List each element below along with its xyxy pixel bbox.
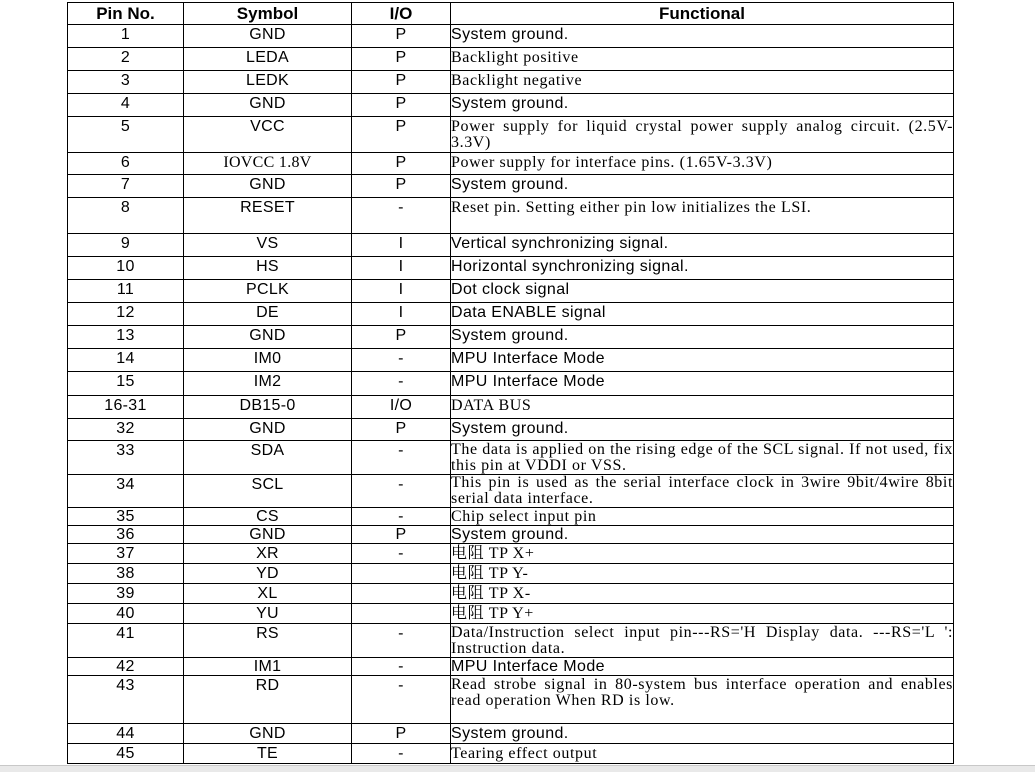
pin-number: 3 [68, 71, 184, 94]
pin-function: System ground. [451, 526, 954, 544]
pin-symbol: IM0 [184, 349, 352, 372]
pin-io: - [352, 658, 451, 676]
table-row [68, 624, 954, 658]
table-row [68, 564, 954, 584]
pin-number: 13 [68, 326, 184, 349]
table-row [68, 396, 954, 419]
pin-number: 7 [68, 175, 184, 198]
table-row [68, 326, 954, 349]
pin-io: P [352, 117, 451, 153]
table-row [68, 744, 954, 764]
pin-number: 11 [68, 280, 184, 303]
pin-io: I/O [352, 396, 451, 419]
pin-io: P [352, 153, 451, 175]
table-row [68, 25, 954, 48]
pin-function: Data ENABLE signal [451, 303, 954, 326]
pin-number: 12 [68, 303, 184, 326]
pin-symbol: IM2 [184, 372, 352, 396]
pin-symbol: VS [184, 234, 352, 257]
pin-io: - [352, 372, 451, 396]
pin-symbol: XL [184, 584, 352, 604]
pin-symbol: DE [184, 303, 352, 326]
pin-io [352, 584, 451, 604]
pin-symbol: XR [184, 544, 352, 564]
pin-symbol: LEDA [184, 48, 352, 71]
pin-function: 电阻 TP X- [451, 584, 954, 604]
pin-function: System ground. [451, 724, 954, 744]
pin-function: 电阻 TP X+ [451, 544, 954, 564]
pin-symbol: YU [184, 604, 352, 624]
pin-number: 34 [68, 475, 184, 508]
pin-io: P [352, 175, 451, 198]
pin-function: Power supply for interface pins. (1.65V-3.3V) [451, 153, 954, 175]
pin-number: 43 [68, 676, 184, 724]
pin-number: 6 [68, 153, 184, 175]
table-row [68, 584, 954, 604]
pin-number: 44 [68, 724, 184, 744]
pin-function: Backlight negative [451, 71, 954, 94]
pin-function: Horizontal synchronizing signal. [451, 257, 954, 280]
pin-symbol: GND [184, 526, 352, 544]
pin-io: P [352, 94, 451, 117]
pin-number: 9 [68, 234, 184, 257]
pin-io: I [352, 234, 451, 257]
pin-io: P [352, 25, 451, 48]
pin-function: Backlight positive [451, 48, 954, 71]
table-row [68, 658, 954, 676]
pin-number: 39 [68, 584, 184, 604]
table-row [68, 441, 954, 475]
pin-io: - [352, 441, 451, 475]
pin-function: System ground. [451, 25, 954, 48]
pin-function: Data/Instruction select input pin---RS='H Display data. ---RS='L ': Instruction data. [451, 624, 953, 657]
table-row [68, 117, 954, 153]
pin-io: I [352, 257, 451, 280]
pin-io: I [352, 303, 451, 326]
pin-function: MPU Interface Mode [451, 658, 954, 676]
pin-io: - [352, 475, 451, 508]
pin-symbol: GND [184, 326, 352, 349]
pin-symbol: GND [184, 724, 352, 744]
pin-symbol: TE [184, 744, 352, 764]
header-symbol: Symbol [184, 3, 352, 25]
table-row [68, 94, 954, 117]
pin-symbol: GND [184, 25, 352, 48]
pin-io: P [352, 71, 451, 94]
pin-function: This pin is used as the serial interface clock in 3wire 9bit/4wire 8bit serial data interface. [451, 474, 953, 507]
pin-number: 36 [68, 526, 184, 544]
pin-function: System ground. [451, 419, 954, 441]
pin-function: System ground. [451, 326, 954, 349]
pin-io: I [352, 280, 451, 303]
pin-number: 37 [68, 544, 184, 564]
pin-symbol: GND [184, 94, 352, 117]
pin-symbol: RD [184, 676, 352, 724]
pin-symbol: RS [184, 624, 352, 658]
table-body [68, 25, 954, 764]
pin-io: - [352, 676, 451, 724]
pin-symbol: YD [184, 564, 352, 584]
table-row [68, 48, 954, 71]
pin-number: 15 [68, 372, 184, 396]
table-row [68, 257, 954, 280]
pin-number: 33 [68, 441, 184, 475]
pin-symbol: RESET [184, 198, 352, 234]
table-row [68, 71, 954, 94]
pin-number: 1 [68, 25, 184, 48]
pin-number: 10 [68, 257, 184, 280]
pin-number: 38 [68, 564, 184, 584]
table-row [68, 349, 954, 372]
pin-symbol: VCC [184, 117, 352, 153]
pin-symbol: LEDK [184, 71, 352, 94]
pin-function: Power supply for liquid crystal power supply analog circuit. (2.5V-3.3V) [451, 118, 953, 151]
table-row [68, 198, 954, 234]
pin-symbol: SCL [184, 475, 352, 508]
pin-io: - [352, 744, 451, 764]
pin-symbol: PCLK [184, 280, 352, 303]
pin-symbol: IM1 [184, 658, 352, 676]
pin-definition-table [67, 2, 954, 764]
table-row [68, 280, 954, 303]
pin-io [352, 564, 451, 584]
header-pin-no: Pin No. [68, 3, 184, 25]
table-row [68, 372, 954, 396]
pin-io: - [352, 508, 451, 526]
table-row [68, 475, 954, 508]
pin-number: 40 [68, 604, 184, 624]
pin-symbol: DB15-0 [184, 396, 352, 419]
pin-io: P [352, 419, 451, 441]
pin-io: - [352, 349, 451, 372]
pin-number: 4 [68, 94, 184, 117]
table-row [68, 175, 954, 198]
pin-number: 45 [68, 744, 184, 764]
pin-function: System ground. [451, 94, 954, 117]
pin-io [352, 604, 451, 624]
table-row [68, 676, 954, 724]
pin-function: Read strobe signal in 80-system bus interface operation and enables read operation When RD is low. [451, 676, 954, 724]
pin-symbol: SDA [184, 441, 352, 475]
pin-io: P [352, 326, 451, 349]
pin-io: P [352, 724, 451, 744]
pin-symbol: IOVCC 1.8V [184, 153, 352, 175]
table-header-row [68, 3, 954, 25]
pin-io: P [352, 48, 451, 71]
pin-number: 42 [68, 658, 184, 676]
pin-function: Vertical synchronizing signal. [451, 234, 954, 257]
table-row [68, 724, 954, 744]
pin-function: MPU Interface Mode [451, 349, 954, 372]
pin-io: - [352, 624, 451, 658]
table-row [68, 303, 954, 326]
pin-io: - [352, 544, 451, 564]
pin-function: System ground. [451, 175, 954, 198]
pin-number: 35 [68, 508, 184, 526]
pin-symbol: GND [184, 175, 352, 198]
header-functional: Functional [451, 3, 954, 25]
pin-function: Reset pin. Setting either pin low initializes the LSI. [451, 198, 954, 234]
pin-function: 电阻 TP Y+ [451, 604, 954, 624]
table-row [68, 153, 954, 175]
pin-symbol: GND [184, 419, 352, 441]
pin-function: MPU Interface Mode [451, 372, 954, 396]
table-row [68, 234, 954, 257]
pin-number: 14 [68, 349, 184, 372]
pin-function: DATA BUS [451, 396, 954, 419]
table-row [68, 526, 954, 544]
pin-function: The data is applied on the rising edge of the SCL signal. If not used, fix this pin at VDDI or VSS. [451, 441, 953, 474]
table-row [68, 604, 954, 624]
table-row [68, 419, 954, 441]
pin-function: Tearing effect output [451, 744, 954, 764]
pin-number: 8 [68, 198, 184, 234]
pin-number: 41 [68, 624, 184, 658]
pin-number: 32 [68, 419, 184, 441]
pin-function: Dot clock signal [451, 280, 954, 303]
pin-io: - [352, 198, 451, 234]
pin-io: P [352, 526, 451, 544]
pin-symbol: HS [184, 257, 352, 280]
pin-function: 电阻 TP Y- [451, 564, 954, 584]
pin-number: 5 [68, 117, 184, 153]
table-row [68, 544, 954, 564]
pin-number: 2 [68, 48, 184, 71]
table-row [68, 508, 954, 526]
pin-symbol: CS [184, 508, 352, 526]
header-io: I/O [352, 3, 451, 25]
pin-number: 16-31 [68, 396, 184, 419]
pin-function: Chip select input pin [451, 508, 954, 526]
